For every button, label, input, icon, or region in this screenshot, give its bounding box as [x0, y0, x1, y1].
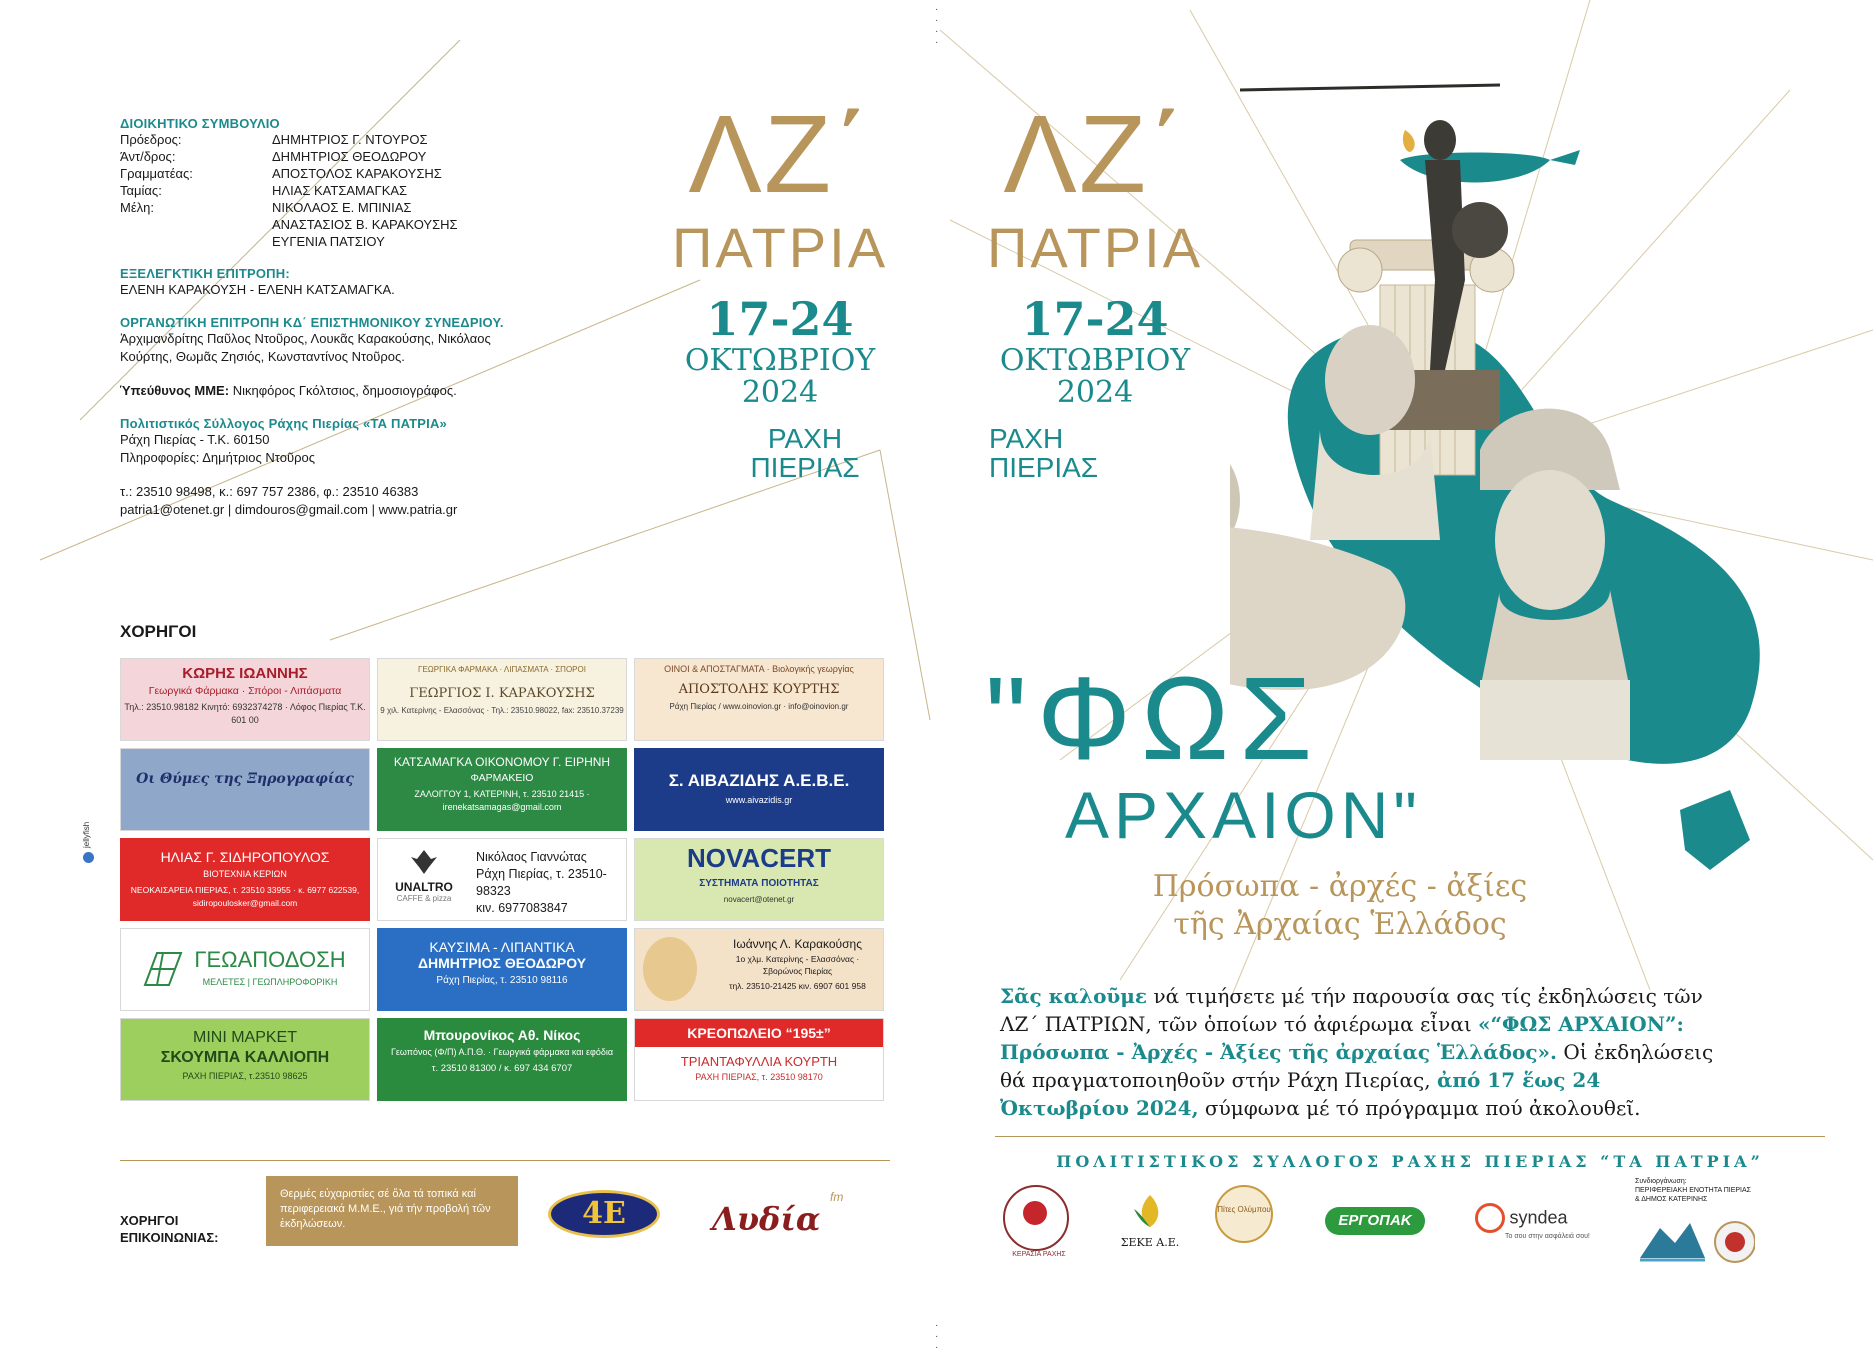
board-role: Ταμίας:: [120, 183, 162, 198]
collab-label: Συνδιοργάνωση:: [1635, 1178, 1687, 1185]
dates-left: 17-24: [706, 292, 854, 346]
sponsor-tile-karakousis-g[interactable]: ΓΕΩΡΓΙΚΑ ΦΑΡΜΑΚΑ · ΛΙΠΑΣΜΑΤΑ · ΣΠΟΡΟΙ ΓΕΩΡΓΙΟΣ Ι. ΚΑΡΑΚΟΥΣΗΣ 9 χιλ. Κατερίνης - Ελασσόνας · Τηλ.: 23510.98022, fax: 23510.37239: [377, 658, 627, 741]
collab-region: ΠΕΡΙΦΕΡΕΙΑΚΗ ΕΝΟΤΗΤΑ ΠΙΕΡΙΑΣ: [1635, 1187, 1751, 1194]
club-title: Πολιτιστικός Σύλλογος Ράχης Πιερίας «ΤΑ ΠΑΤΡΙΑ»: [120, 416, 447, 431]
hero-title-line1: "ΦΩΣ: [985, 653, 1323, 785]
pites-text: Πίτες Ολύμπου: [1217, 1205, 1271, 1214]
kerasia-text: ΚΕΡΑΣΙΑ ΡΑΧΗΣ: [1012, 1251, 1066, 1258]
board-role: [120, 216, 272, 233]
board-member-name: ΔΗΜΗΤΡΙΟΣ ΘΕΟΔΩΡΟΥ: [272, 149, 427, 164]
az-numeral-left: ΛΖ΄: [688, 93, 872, 216]
hero-subtitle-line2: τῆς Ἀρχαίας Ἑλλάδος: [1173, 906, 1507, 942]
logo-4e-text: 4E: [582, 1196, 626, 1231]
month-right: ΟΚΤΩΒΡΙΟΥ: [999, 343, 1191, 378]
event-block-right: [975, 93, 1215, 484]
board-member-row: [120, 148, 560, 165]
org-title: ΟΡΓΑΝΩΤΙΚΗ ΕΠΙΤΡΟΠΗ ΚΔ΄ ΕΠΙΣΤΗΜΟΝΙΚΟΥ ΣΥΝΕΔΡΙΟΥ.: [120, 315, 504, 330]
place-line1-left: ΡΑΧΗ: [767, 423, 843, 454]
sponsor-tile-theodorou-fuel[interactable]: ΚΑΥΣΙΜΑ - ΛΙΠΑΝΤΙΚΑ ΔΗΜΗΤΡΙΟΣ ΘΕΟΔΩΡΟΥ Ράχη Πιερίας, τ. 23510 98116: [377, 928, 627, 1011]
footer-logos: [995, 1178, 1825, 1325]
az-numeral-right: ΛΖ΄: [1003, 93, 1187, 216]
press-label: Ὑπεύθυνος ΜΜΕ:: [120, 383, 230, 398]
sponsor-tile-mini-market[interactable]: ΜΙΝΙ ΜΑΡΚΕΤ ΣΚΟΥΜΠΑ ΚΑΛΛΙΟΠΗ ΡΑΧΗ ΠΙΕΡΙΑΣ, τ.23510 98625: [120, 1018, 370, 1101]
hero-subtitle-line1: Πρόσωπα - ἀρχές - ἀξίες: [1152, 869, 1528, 904]
board-role: Άντ/δρος:: [120, 149, 176, 164]
year-right: 2024: [1056, 375, 1134, 410]
sponsor-tile-kreopoleio[interactable]: ΚΡΕΟΠΩΛΕΙΟ “195±” ΤΡΙΑΝΤΑΦΥΛΛΙΑ ΚΟΥΡΤΗ ΡΑΧΗ ΠΙΕΡΙΑΣ, τ. 23510 98170: [634, 1018, 884, 1101]
sponsor-tile-novacert[interactable]: NOVACERT ΣΥΣΤΗΜΑΤΑ ΠΟΙΟΤΗΤΑΣ novacert@otenet.gr: [634, 838, 884, 921]
invite-bold-2: «“ΦΩΣ ΑΡΧΑΙΟΝ”:: [1478, 1012, 1684, 1036]
syndea-tagline: Το σου στην ασφάλειά σου!: [1505, 1233, 1590, 1240]
audit-text: ΕΛΕΝΗ ΚΑΡΑΚΟΥΣΗ - ΕΛΕΝΗ ΚΑΤΣΑΜΑΓΚΑ.: [120, 282, 395, 297]
cherry-icon: [1023, 1201, 1047, 1225]
syndea-text: syndea: [1509, 1207, 1568, 1228]
unaltro-text: UNALTRO: [395, 880, 453, 894]
invite-bold-5: Ὀκτωβρίου 2024,: [1000, 1096, 1199, 1120]
board-member-row: [120, 233, 560, 250]
sponsor-tile-kourtis-wine[interactable]: ΟΙΝΟΙ & ΑΠΟΣΤΑΓΜΑΤΑ · Βιολογικής γεωργίας ΑΠΟΣΤΟΛΗΣ ΚΟΥΡΤΗΣ Ράχη Πιερίας / www.oinovion.gr · info@oinovion.gr: [634, 658, 884, 741]
logo-lydia-fm: fm: [830, 1190, 844, 1204]
media-label-1: ΧΟΡΗΓΟΙ: [120, 1213, 179, 1228]
pites-badge-icon: [643, 937, 697, 1001]
board-section: [120, 116, 560, 519]
invite-text-1: νά τιμήσετε μέ τήν παρουσία σας τίς ἐκδηλώσεις τῶν: [1147, 984, 1703, 1008]
board-role: [120, 233, 272, 250]
logo-4e[interactable]: [548, 1190, 660, 1238]
sponsors-grid: [120, 658, 890, 1090]
collab-municipality: & ΔΗΜΟΣ ΚΑΤΕΡΙΝΗΣ: [1635, 1196, 1708, 1203]
unaltro-sub: CAFFE & pizza: [396, 894, 452, 903]
hero-title-line2: ΑΡΧΑΙΟΝ": [1065, 778, 1422, 852]
region-emblem-icon: [1635, 1208, 1755, 1268]
hero-title: [985, 653, 1545, 852]
board-member-name: ΑΝΑΣΤΑΣΙΟΣ Β. ΚΑΡΑΚΟΥΣΗΣ: [272, 217, 458, 232]
board-member-row: [120, 216, 560, 233]
board-member-row: [120, 182, 560, 199]
crop-mark-bottom: · · ·: [935, 1320, 939, 1353]
board-title: ΔΙΟΙΚΗΤΙΚΟ ΣΥΜΒΟΥΛΙΟ: [120, 116, 280, 131]
month-left: ΟΚΤΩΒΡΙΟΥ: [684, 343, 876, 378]
invitation-paragraph: [1000, 982, 1815, 1122]
club-address: Ράχη Πιερίας - Τ.Κ. 60150: [120, 432, 270, 447]
logo-lydia-text: Λυδία: [712, 1200, 821, 1238]
dates-right: 17-24: [1021, 292, 1169, 346]
board-member-row: [120, 165, 560, 182]
sponsor-tile-bouronikos[interactable]: Μπουρονίκος Αθ. Νίκος Γεωπόνος (Φ/Π) Α.Π.Θ. · Γεωργικά φάρμακα και εφόδια τ. 23510 81300 / κ. 697 434 6707: [377, 1018, 627, 1101]
seke-logo: [1115, 1191, 1185, 1249]
board-member-name: ΗΛΙΑΣ ΚΑΤΣΑΜΑΓΚΑΣ: [272, 183, 408, 198]
invite-bold-3: Πρόσωπα - Ἀρχές - Ἀξίες τῆς ἀρχαίας Ἑλλάδος».: [1000, 1040, 1557, 1064]
sponsor-tile-sidiropoulos[interactable]: ΗΛΙΑΣ Γ. ΣΙΔΗΡΟΠΟΥΛΟΣ ΒΙΟΤΕΧΝΙΑ ΚΕΡΙΩΝ ΝΕΟΚΑΙΣΑΡΕΙΑ ΠΙΕΡΙΑΣ, τ. 23510 33955 · κ. 6977 622539, sidiropoulosker@gmail.com: [120, 838, 370, 921]
sponsor-tile-koris[interactable]: ΚΩΡΗΣ ΙΩΑΝΝΗΣ Γεωργικά Φάρμακα · Σπόροι - Λιπάσματα Τηλ.: 23510.98182 Κινητό: 6932374278 · Λόφος Πιερίας Τ.Κ. 601 00: [120, 658, 370, 741]
crop-mark-top: · · · ·: [935, 4, 939, 48]
syndea-logo: [1475, 1203, 1605, 1240]
media-label-2: ΕΠΙΚΟΙΝΩΝΙΑΣ:: [120, 1230, 219, 1245]
sponsor-tile-unaltro[interactable]: UNALTRO CAFFE & pizza Νικόλαος Γιαννώτας Ράχη Πιερίας, τ. 23510-98323 κιν. 6977083847: [377, 838, 627, 921]
board-member-name: ΑΠΟΣΤΟΛΟΣ ΚΑΡΑΚΟΥΣΗΣ: [272, 166, 442, 181]
board-member-name: ΝΙΚΟΛΑΟΣ Ε. ΜΠΙΝΙΑΣ: [272, 200, 412, 215]
invite-text-4: θά πραγματοποιηθοῦν στήν Ράχη Πιερίας,: [1000, 1068, 1437, 1092]
board-members: [120, 131, 560, 250]
jellyfish-mark: [82, 800, 96, 860]
sponsor-tile-pharmacy[interactable]: ΚΑΤΣΑΜΑΓΚΑ ΟΙΚΟΝΟΜΟΥ Γ. ΕΙΡΗΝΗ ΦΑΡΜΑΚΕΙΟ ΖΑΛΟΓΓΟΥ 1, ΚΑΤΕΡΙΝΗ, τ. 23510 21415 · irenekatsamagas@gmail.com: [377, 748, 627, 831]
sponsors-title: ΧΟΡΗΓΟΙ: [120, 622, 197, 641]
ergopak-logo: ΕΡΓΟΠΑΚ: [1325, 1207, 1425, 1235]
year-left: 2024: [741, 375, 819, 410]
board-role: Γραμματέας:: [120, 166, 193, 181]
patria-title-left: ΠΑΤΡΙΑ: [671, 216, 889, 279]
org-text-1: Ἀρχιμανδρίτης Παῦλος Ντοῦρος, Λουκᾶς Καρακούσης, Νικόλαος: [120, 331, 491, 346]
board-member-name: ΕΥΓΕΝΙΑ ΠΑΤΣΙΟΥ: [272, 234, 385, 249]
patria-title-right: ΠΑΤΡΙΑ: [986, 216, 1204, 279]
logo-lydia[interactable]: [712, 1186, 852, 1246]
hero-subtitle: [1120, 868, 1560, 943]
collab-block: [1635, 1177, 1815, 1271]
contact-web[interactable]: patria1@otenet.gr | dimdouros@gmail.com | www.patria.gr: [120, 502, 458, 517]
eagle-icon: [409, 847, 439, 877]
invite-text-3: Οἱ ἐκδηλώσεις: [1556, 1040, 1714, 1064]
event-block-left: [660, 93, 900, 484]
board-role: Πρόεδρος:: [120, 132, 182, 147]
grid-globe-icon: [141, 949, 185, 989]
jellyfish-text: jellyfish: [82, 821, 91, 848]
org-text-2: Κούρτης, Θωμᾶς Ζησιός, Κωνσταντίνος Ντοῦρος.: [120, 349, 405, 364]
media-thanks-text: Θερμές εὐχαριστίες σέ ὅλα τά τοπικά καί περιφερειακά Μ.Μ.Ε., γιά τήν προβολή τῶν ἐκδηλώσεων.: [280, 1188, 491, 1230]
board-role: Μέλη:: [120, 200, 154, 215]
sponsor-tile-pites-olympou[interactable]: Ιωάννης Λ. Καρακούσης 1ο χλμ. Κατερίνης - Ελασσόνας · Σβορώνος Πιερίας τηλ. 23510-21425 κιν. 6907 601 958: [634, 928, 884, 1011]
board-member-row: [120, 131, 560, 148]
syndea-mark-icon: [1475, 1203, 1505, 1233]
press-line: [120, 382, 560, 400]
media-divider: [120, 1160, 890, 1161]
press-text: Νικηφόρος Γκόλτσιος, δημοσιογράφος.: [232, 383, 457, 398]
seke-text: ΣΕΚΕ Α.Ε.: [1120, 1236, 1180, 1249]
invite-text-5: σύμφωνα μέ τό πρόγραμμα πού ἀκολουθεῖ.: [1198, 1096, 1641, 1120]
club-footer-title: ΠΟΛΙΤΙΣΤΙΚΟΣ ΣΥΛΛΟΓΟΣ ΡΑΧΗΣ ΠΙΕΡΙΑΣ “ΤΑ ΠΑΤΡΙΑ”: [1056, 1152, 1764, 1171]
divider-line: [995, 1136, 1825, 1137]
invite-text-2: ΛΖ΄ ΠΑΤΡΙΩΝ, τῶν ὁποίων τό ἀφιέρωμα εἶναι: [1000, 1012, 1479, 1036]
media-thanks-box: [266, 1176, 518, 1246]
sponsor-tile-aivazidis[interactable]: Σ. ΑΙΒΑΖΙΔΗΣ Α.Ε.Β.Ε. www.aivazidis.gr: [634, 748, 884, 831]
sponsor-tile-geoapodosi[interactable]: ΓΕΩΑΠΟΔΟΣΗ ΜΕΛΕΤΕΣ | ΓΕΩΠΛΗΡΟΦΟΡΙΚΗ: [120, 928, 370, 1011]
place-line2-right: ΠΙΕΡΙΑΣ: [989, 452, 1099, 484]
teal-fragment: [1680, 790, 1750, 870]
contact-phones: τ.: 23510 98498, κ.: 697 757 2386, φ.: 23510 46383: [120, 484, 419, 499]
pites-logo: [1215, 1185, 1273, 1243]
invite-bold-4: ἀπό 17 ἕως 24: [1436, 1068, 1601, 1092]
leaf-icon: [1130, 1191, 1170, 1231]
place-line2-left: ΠΙΕΡΙΑΣ: [750, 452, 860, 484]
place-line1-right: ΡΑΧΗ: [989, 423, 1064, 454]
sponsor-tile-xerography[interactable]: Οι Θύμες της Ξηρογραφίας: [120, 748, 370, 831]
kerasia-logo: [1003, 1185, 1069, 1258]
board-member-name: ΔΗΜΗΤΡΙΟΣ Γ. ΝΤΟΥΡΟΣ: [272, 132, 428, 147]
board-member-row: [120, 199, 560, 216]
jellyfish-icon: [83, 852, 94, 863]
audit-title: ΕΞΕΛΕΓΚΤΙΚΗ ΕΠΙΤΡΟΠΗ:: [120, 266, 290, 281]
media-sponsors-label: [120, 1212, 219, 1246]
unaltro-logo: [384, 847, 464, 903]
invite-bold-1: Σᾶς καλοῦμε: [1000, 984, 1148, 1008]
club-info: Πληροφορίες: Δημήτριος Ντοῦρος: [120, 450, 315, 465]
